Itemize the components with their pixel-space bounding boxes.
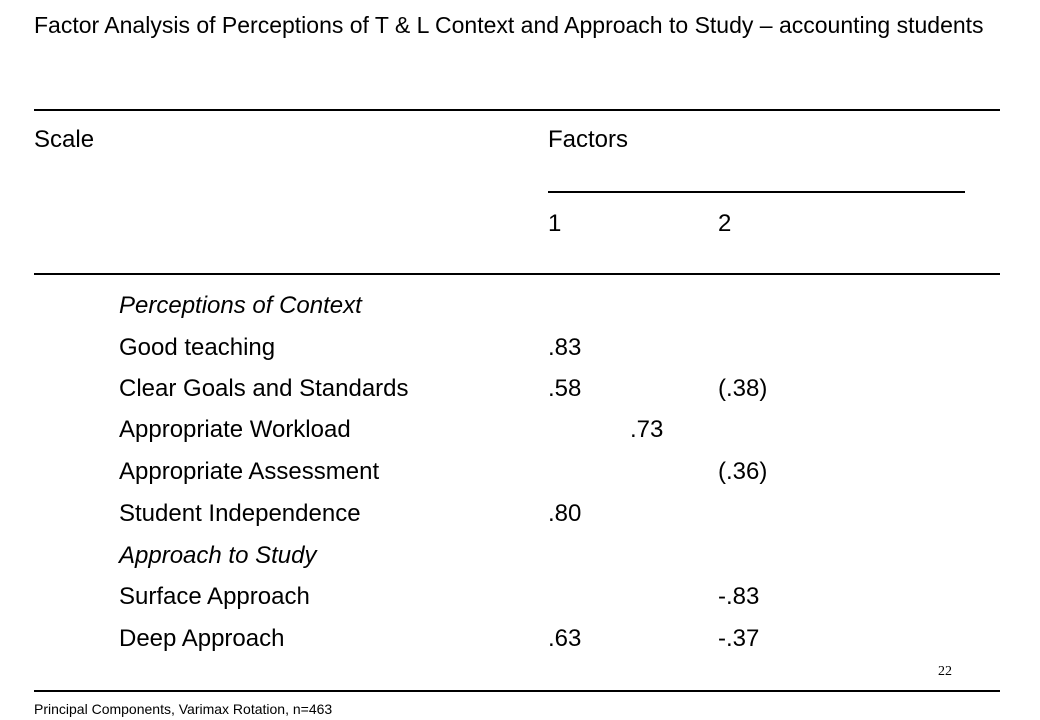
factor-2-value: -.37 (718, 625, 760, 652)
header-bottom-rule (34, 273, 1000, 275)
factor-1-value: .63 (548, 625, 582, 652)
row-label: Good teaching (119, 334, 276, 361)
factor-2-value: (.36) (718, 458, 768, 485)
factor-2-value: -.83 (718, 583, 760, 610)
slide-title: Factor Analysis of Perceptions of T & L Context and Approach to Study – accounting students (34, 12, 984, 38)
row-label: Appropriate Workload (119, 416, 351, 443)
factor-1-value: .80 (548, 500, 582, 527)
slide-number: 22 (938, 664, 952, 679)
factor-1-value: .83 (548, 334, 582, 361)
factors-rule (548, 191, 965, 193)
factor-1-value: .73 (630, 416, 664, 443)
row-label: Deep Approach (119, 625, 285, 652)
top-rule (34, 109, 1000, 111)
factors-header: Factors (548, 126, 629, 153)
factor-2-value: (.38) (718, 375, 768, 402)
row-label: Surface Approach (119, 583, 310, 610)
section-label-perceptions: Perceptions of Context (119, 292, 362, 319)
footnote: Principal Components, Varimax Rotation, n=463 (34, 701, 333, 717)
scale-header: Scale (34, 126, 95, 153)
bottom-rule (34, 690, 1000, 692)
factor-2-header: 2 (718, 210, 732, 237)
section-label-approach: Approach to Study (119, 542, 317, 569)
row-label: Appropriate Assessment (119, 458, 380, 485)
row-label: Student Independence (119, 500, 361, 527)
row-label: Clear Goals and Standards (119, 375, 409, 402)
factor-1-header: 1 (548, 210, 562, 237)
factor-1-value: .58 (548, 375, 582, 402)
